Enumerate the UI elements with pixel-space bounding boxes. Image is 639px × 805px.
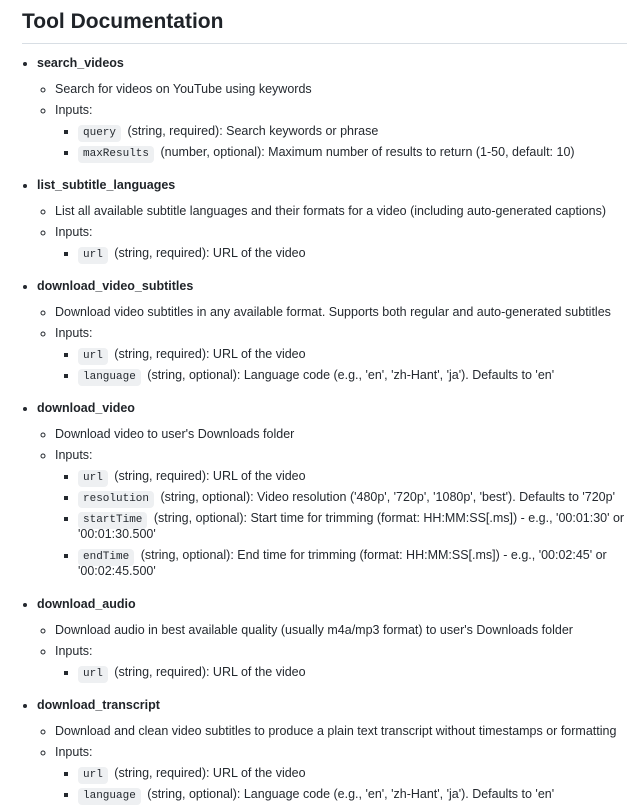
tool-name: • download_video (37, 401, 135, 416)
tool-description: ◦ Download video to user's Downloads folder (55, 426, 627, 442)
param-name-code: url (78, 666, 108, 683)
param-name-code: language (78, 369, 141, 386)
input-item (78, 367, 627, 383)
tool-details-list (37, 723, 627, 802)
tool-inputs-section (55, 447, 627, 579)
param-description: (string, required): URL of the video (110, 347, 306, 362)
param-description: (number, optional): Maximum number of results to return (1-50, default: 10) (157, 145, 575, 160)
input-list (55, 346, 627, 383)
tool-name: • list_subtitle_languages (37, 178, 176, 193)
tool-details-list (37, 304, 627, 383)
tool-details-list (37, 203, 627, 261)
inputs-label: Inputs: (55, 745, 93, 760)
inputs-label: Inputs: (55, 326, 93, 341)
input-item (78, 346, 627, 362)
param-name-code: language (78, 788, 141, 805)
input-item (78, 245, 627, 261)
inputs-label: Inputs: (55, 103, 93, 118)
tool-name: • search_videos (37, 56, 124, 71)
tool-item (37, 697, 627, 802)
param-description: (string, optional): Start time for trimming (format: HH:MM:SS[.ms]) - e.g., '00:01:30' or '00:01:30.500' (78, 511, 625, 542)
tool-inputs-section (55, 643, 627, 680)
input-item (78, 547, 627, 579)
tool-details-list (37, 426, 627, 579)
input-list (55, 468, 627, 579)
param-description: (string, required): URL of the video (110, 766, 306, 781)
param-name-code: maxResults (78, 146, 154, 163)
param-description: (string, required): URL of the video (110, 665, 306, 680)
param-name-code: endTime (78, 549, 134, 566)
tool-inputs-section (55, 224, 627, 261)
param-description: (string, optional): Language code (e.g., 'en', 'zh-Hant', 'ja'). Defaults to 'en' (143, 368, 555, 383)
markdown-body (22, 55, 627, 802)
tool-item (37, 278, 627, 383)
tool-inputs-section (55, 744, 627, 802)
tool-details-list (37, 622, 627, 680)
input-item (78, 510, 627, 542)
tool-list (22, 55, 627, 802)
tool-name: • download_audio (37, 597, 136, 612)
input-list (55, 664, 627, 680)
param-name-code: url (78, 247, 108, 264)
tool-inputs-section (55, 325, 627, 383)
tool-description: ◦ Search for videos on YouTube using keywords (55, 81, 627, 97)
param-description: (string, optional): Video resolution ('480p', '720p', '1080p', 'best'). Defaults to '720p' (157, 490, 615, 505)
tool-description: ◦ Download video subtitles in any available format. Supports both regular and auto-generated subtitles (55, 304, 627, 320)
tool-item (37, 400, 627, 579)
param-name-code: query (78, 125, 121, 142)
param-name-code: resolution (78, 491, 154, 508)
param-name-code: url (78, 470, 108, 487)
input-item (78, 123, 627, 139)
param-description: (string, optional): End time for trimming (format: HH:MM:SS[.ms]) - e.g., '00:02:45' or '00:02:45.500' (78, 548, 607, 579)
page-title: Tool Documentation (22, 8, 627, 44)
tool-item (37, 55, 627, 160)
tool-item (37, 596, 627, 680)
tool-inputs-section (55, 102, 627, 160)
input-list (55, 245, 627, 261)
input-item (78, 765, 627, 781)
tool-name: • download_transcript (37, 698, 160, 713)
param-description: (string, required): Search keywords or phrase (124, 124, 379, 139)
inputs-label: Inputs: (55, 644, 93, 659)
tool-details-list (37, 81, 627, 160)
inputs-label: Inputs: (55, 448, 93, 463)
param-name-code: startTime (78, 512, 147, 529)
input-item (78, 664, 627, 680)
param-description: (string, optional): Language code (e.g., 'en', 'zh-Hant', 'ja'). Defaults to 'en' (143, 787, 555, 802)
input-item (78, 144, 627, 160)
tool-description: ◦ List all available subtitle languages and their formats for a video (including auto-generated captions) (55, 203, 627, 219)
inputs-label: Inputs: (55, 225, 93, 240)
input-list (55, 123, 627, 160)
input-item (78, 489, 627, 505)
param-name-code: url (78, 348, 108, 365)
tool-name: • download_video_subtitles (37, 279, 194, 294)
tool-description: ◦ Download and clean video subtitles to produce a plain text transcript without timestamps or formatting (55, 723, 627, 739)
input-list (55, 765, 627, 802)
param-description: (string, required): URL of the video (110, 246, 306, 261)
tool-item (37, 177, 627, 261)
tool-description: ◦ Download audio in best available quality (usually m4a/mp3 format) to user's Downloads folder (55, 622, 627, 638)
input-item (78, 468, 627, 484)
param-description: (string, required): URL of the video (110, 469, 306, 484)
param-name-code: url (78, 767, 108, 784)
